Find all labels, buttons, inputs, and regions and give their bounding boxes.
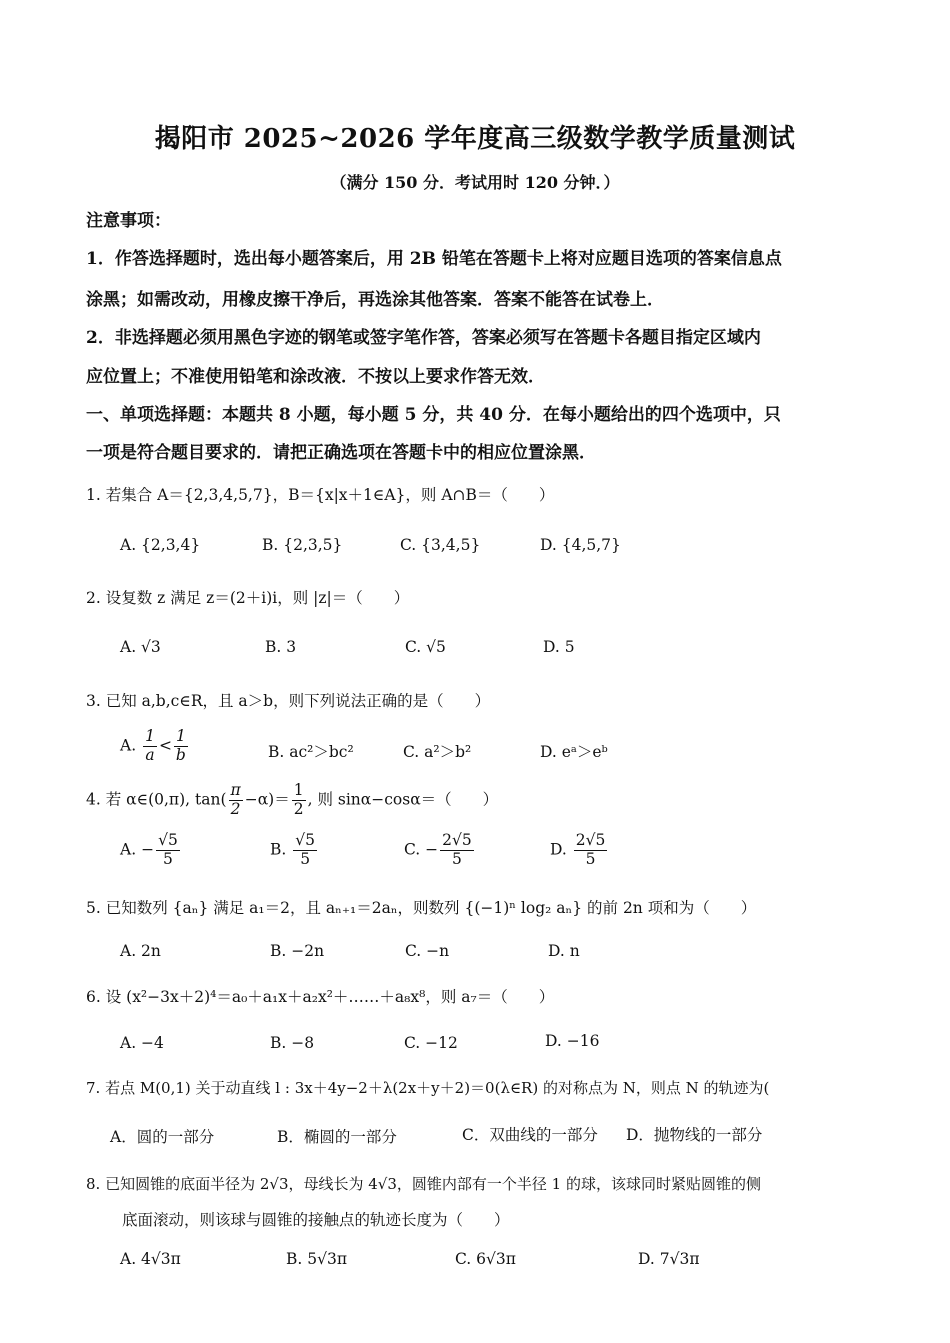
section-heading-line-1: 一、单项选择题：本题共 8 小题，每小题 5 分，共 40 分．在每小题给出的四个选项中，只 <box>86 405 781 425</box>
notice-heading: 注意事项： <box>86 211 171 231</box>
notice-line-1: 1．作答选择题时，选出每小题答案后，用 2B 铅笔在答题卡上将对应题目选项的答案信息点 <box>86 249 782 269</box>
question-2-option-a: A. √3 <box>120 638 161 656</box>
question-3-stem: 3. 已知 a,b,c∈R，且 a＞b，则下列说法正确的是（ ） <box>86 692 491 710</box>
notice-line-4: 应位置上；不准使用铅笔和涂改液．不按以上要求作答无效． <box>86 367 545 387</box>
notice-line-2: 涂黑；如需改动，用橡皮擦干净后，再选涂其他答案．答案不能答在试卷上． <box>86 290 664 310</box>
question-6-option-c: C. −12 <box>404 1034 458 1052</box>
question-7-option-c: C．双曲线的一部分 <box>462 1126 598 1144</box>
question-8-option-c: C. 6√3π <box>455 1250 516 1268</box>
question-7-option-d: D．抛物线的一部分 <box>626 1126 763 1144</box>
question-4-stem: 4. 若 α∈(0,π), tan( $\frac{\pi}{2}$ −α)＝ $\frac{1}{2}$ , 则 sinα−cosα＝（ ） <box>86 781 499 818</box>
exam-subtitle: （满分 150 分．考试用时 120 分钟．） <box>330 173 620 192</box>
question-6-option-b: B. −8 <box>270 1034 315 1052</box>
question-2-option-d: D. 5 <box>543 638 575 656</box>
question-2-stem: 2. 设复数 z 满足 z＝(2＋i)i，则 |z|＝（ ） <box>86 589 410 607</box>
question-5-option-c: C. −n <box>405 942 450 960</box>
fraction-one-over-a: $\frac{1}{a}$ <box>145 727 155 764</box>
question-5-option-d: D. n <box>548 942 580 960</box>
question-8-stem-line-2: 底面滚动，则该球与圆锥的接触点的轨迹长度为（ ） <box>122 1211 510 1229</box>
question-8-option-a: A. 4√3π <box>120 1250 181 1268</box>
question-7-option-b: B．椭圆的一部分 <box>277 1128 397 1146</box>
question-4-option-c: C. − $\frac{2√5}{5}$ <box>404 831 472 868</box>
question-7-option-a: A．圆的一部分 <box>110 1128 215 1146</box>
question-3-option-b: B. ac²＞bc² <box>268 743 354 761</box>
fraction-one-half: $\frac{1}{2}$ <box>293 781 304 818</box>
question-2-option-c: C. √5 <box>405 638 446 656</box>
question-3-option-d: D. eᵃ＞eᵇ <box>540 743 608 761</box>
question-7-stem: 7. 若点 M(0,1) 关于动直线 l : 3x＋4y−2＋λ(2x＋y＋2)＝0(λ∈R) 的对称点为 N，则点 N 的轨迹为( <box>86 1079 770 1097</box>
notice-line-3: 2．非选择题必须用黑色字迹的钢笔或签字笔作答，答案必须写在答题卡各题目指定区域内 <box>86 328 761 348</box>
question-4-option-a: A. − $\frac{√5}{5}$ <box>120 831 178 868</box>
question-3-option-c: C. a²＞b² <box>403 743 472 761</box>
question-5-option-a: A. 2n <box>120 942 161 960</box>
question-1-option-b: B. {2,3,5} <box>262 536 343 554</box>
question-8-option-b: B. 5√3π <box>286 1250 348 1268</box>
question-6-option-d: D. −16 <box>545 1032 600 1050</box>
question-3-option-a: A. $\frac{1}{a}$ < $\frac{1}{b}$ <box>120 727 186 764</box>
question-6-option-a: A. −4 <box>120 1034 164 1052</box>
question-5-option-b: B. −2n <box>270 942 325 960</box>
question-1-option-a: A. {2,3,4} <box>120 536 201 554</box>
fraction-one-over-b: $\frac{1}{b}$ <box>175 727 186 764</box>
question-1-stem: 1. 若集合 A＝{2,3,4,5,7}，B＝{x|x＋1∈A}，则 A∩B＝（ ） <box>86 486 555 504</box>
question-8-stem-line-1: 8. 已知圆锥的底面半径为 2√3，母线长为 4√3，圆锥内部有一个半径 1 的球，该球同时紧贴圆锥的侧 <box>86 1175 761 1193</box>
page-title: 揭阳市 2025~2026 学年度高三级数学教学质量测试 <box>154 124 796 154</box>
question-1-option-d: D. {4,5,7} <box>540 536 621 554</box>
question-8-option-d: D. 7√3π <box>638 1250 700 1268</box>
question-4-option-b: B. $\frac{√5}{5}$ <box>270 831 316 868</box>
question-3-option-a-label: A. <box>120 736 137 755</box>
question-4-option-d: D. $\frac{2√5}{5}$ <box>550 831 606 868</box>
section-heading-line-2: 一项是符合题目要求的．请把正确选项在答题卡中的相应位置涂黑． <box>86 443 596 463</box>
question-2-option-b: B. 3 <box>265 638 297 656</box>
question-1-option-c: C. {3,4,5} <box>400 536 481 554</box>
question-6-stem: 6. 设 (x²−3x＋2)⁴＝a₀＋a₁x＋a₂x²＋……＋a₈x⁸，则 a₇＝（ ） <box>86 988 555 1006</box>
question-5-stem: 5. 已知数列 {aₙ} 满足 a₁＝2，且 aₙ₊₁＝2aₙ，则数列 {(−1)ⁿ log₂ aₙ} 的前 2n 项和为（ ） <box>86 899 757 917</box>
fraction-pi-over-2: $\frac{\pi}{2}$ <box>230 781 241 818</box>
